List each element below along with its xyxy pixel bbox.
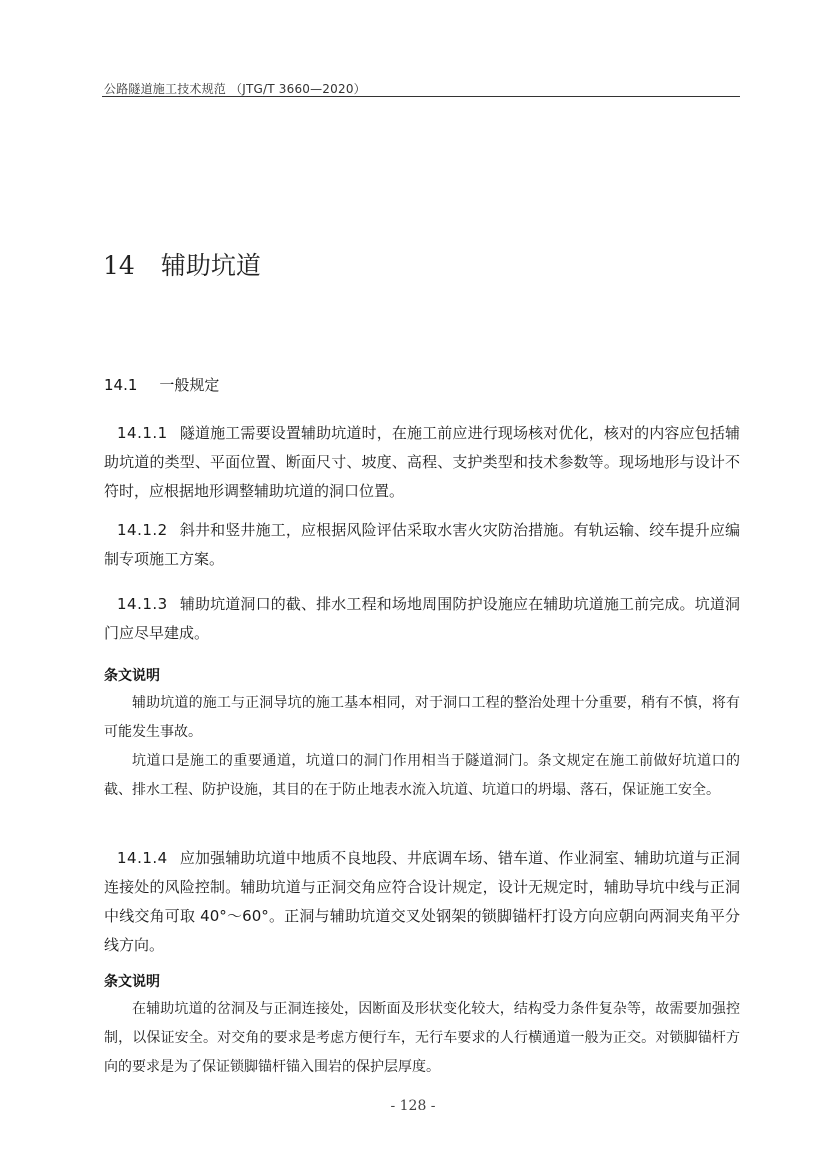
header-rule (102, 96, 740, 97)
clause-text: 隧道施工需要设置辅助坑道时，在施工前应进行现场核对优化，核对的内容应包括辅助坑道的类型、平面位置、断面尺寸、坡度、高程、支护类型和技术参数等。现场地形与设计不符时，应根据地形调整辅助坑道的洞口位置。 (104, 424, 740, 500)
clause-text: 斜井和竖井施工，应根据风险评估采取水害火灾防治措施。有轨运输、绞车提升应编制专项施工方案。 (104, 521, 740, 568)
clause-14-1-3 (104, 590, 740, 648)
note-paragraph: 辅助坑道的施工与正洞导坑的施工基本相同，对于洞口工程的整治处理十分重要，稍有不慎，将有可能发生事故。 (104, 695, 740, 740)
note-heading: 条文说明 (104, 668, 160, 684)
section-title (104, 374, 219, 395)
clause-text: 应加强辅助坑道中地质不良地段、井底调车场、错车道、作业洞室、辅助坑道与正洞连接处的风险控制。辅助坑道与正洞交角应符合设计规定，设计无规定时，辅助导坑中线与正洞中线交角可取 40°～60°。正洞与辅助坑道交叉处钢架的锁脚锚杆打设方向应朝向两洞夹角平分线方向。 (104, 849, 740, 954)
clause-14-1-2 (104, 516, 740, 574)
clause-number: 14.1.1 (117, 424, 168, 442)
chapter-number: 14 (103, 251, 135, 280)
clause-number: 14.1.3 (117, 595, 168, 613)
running-header: 公路隧道施工技术规范 （JTG/T 3660—2020） (104, 82, 366, 96)
clause-number: 14.1.2 (117, 521, 168, 539)
section-number: 14.1 (104, 376, 138, 394)
note-paragraph: 在辅助坑道的岔洞及与正洞连接处，因断面及形状变化较大，结构受力条件复杂等，故需要加强控制，以保证安全。对交角的要求是考虑方便行车，无行车要求的人行横通道一般为正交。对锁脚锚杆方向的要求是为了保证锁脚锚杆锚入围岩的保护层厚度。 (104, 1001, 740, 1075)
chapter-title (103, 246, 261, 282)
page-number: - 128 - (390, 1098, 436, 1114)
note-heading: 条文说明 (104, 974, 160, 990)
note-body (104, 995, 740, 1082)
chapter-name: 辅助坑道 (160, 251, 261, 280)
note-paragraph: 坑道口是施工的重要通道，坑道口的洞门作用相当于隧道洞门。条文规定在施工前做好坑道口的截、排水工程、防护设施，其目的在于防止地表水流入坑道、坑道口的坍塌、落石，保证施工安全。 (104, 753, 740, 798)
clause-text: 辅助坑道洞口的截、排水工程和场地周围防护设施应在辅助坑道施工前完成。坑道洞门应尽早建成。 (104, 595, 740, 642)
section-name: 一般规定 (159, 376, 220, 394)
clause-14-1-1 (104, 419, 740, 506)
clause-14-1-4 (104, 844, 740, 960)
clause-number: 14.1.4 (117, 849, 168, 867)
note-body (104, 689, 740, 805)
